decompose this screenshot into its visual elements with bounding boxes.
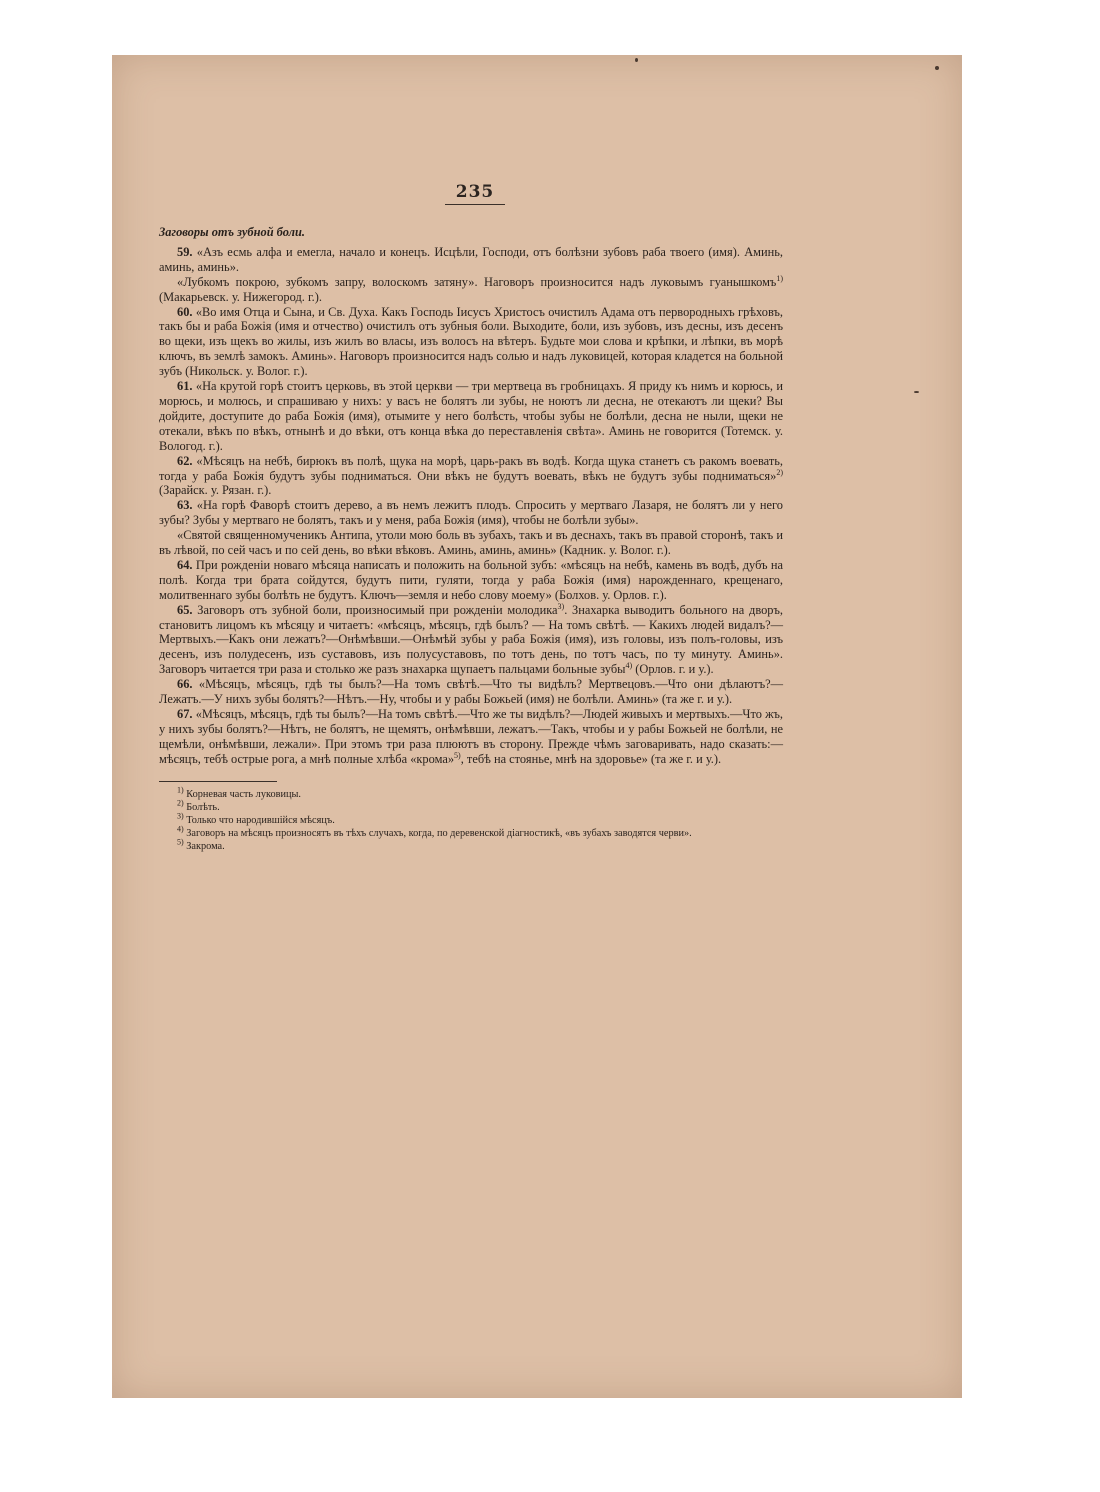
paragraph-number: 60. [177, 304, 193, 319]
footnote-text: Только что народившійся мѣсяцъ. [186, 815, 335, 827]
footnote-ref: 3) [557, 601, 565, 611]
text-block [159, 225, 783, 854]
footnote-text: Болѣть. [186, 801, 220, 813]
paragraph-text-tail: (Зарайск. у. Рязан. г.). [159, 483, 272, 498]
footnote-mark: 2) [177, 798, 184, 808]
paragraph [159, 305, 783, 380]
paragraph-text: «Лубкомъ покрою, зубкомъ запру, волоскомъ затяну». Наговоръ произносится надъ луковымъ гуанышкомъ [177, 274, 777, 289]
paragraph-text: «На горѣ Фаворѣ стоитъ дерево, а въ немъ лежитъ плодъ. Спросить у мертваго Лазаря, не болятъ ли у него зубы? Зубы у мертваго не болятъ, такъ и у меня, раба Божія (имя), чтобы не болѣли зубы». [159, 498, 783, 528]
paragraph-number: 66. [177, 677, 193, 692]
paragraph [159, 677, 783, 707]
page-number: 235 [455, 182, 495, 202]
footnote-ref: 5) [454, 750, 461, 760]
paragraph-list [159, 245, 783, 767]
paragraph-number: 59. [177, 244, 193, 259]
paragraph-number: 65. [177, 602, 193, 617]
paragraph-text: «Святой священномученикъ Антипа, утоли мою боль въ зубахъ, такъ и въ деснахъ, такъ въ правой сторонѣ, такъ и въ лѣвой, по сей часъ и по сей день, во вѣки вѣковъ. Аминь, аминь, аминь» (Кадник. у. Волог. г.). [159, 528, 783, 558]
paragraph [159, 707, 783, 767]
paragraph [159, 528, 783, 558]
footnote-ref: 1) [776, 273, 783, 283]
footnote [159, 798, 783, 814]
paragraph-text: При рожденіи новаго мѣсяца написать и положить на больной зубъ: «мѣсяцъ на небѣ, камень въ водѣ, дубъ на полѣ. Когда три брата сойдутся, будутъ пити, гуляти, тогда у раба Божія (имя) нарожденнаго, крещенаго, молитвеннаго зубы болѣть не будутъ. Ключъ—земля и небо слову моему» (Болхов. у. Орлов. г.). [159, 557, 784, 602]
paragraph-text-tail: (Макарьевск. у. Нижегород. г.). [159, 289, 322, 304]
footnote-rule [159, 781, 277, 782]
footnote-mark: 5) [177, 838, 184, 848]
section-title: Заговоры отъ зубной боли. [159, 225, 305, 239]
paragraph [159, 275, 783, 305]
paragraph [159, 558, 783, 603]
page-number-rule [445, 204, 505, 205]
paragraph-text: «Мѣсяцъ, мѣсяцъ, гдѣ ты былъ?—На томъ свѣтѣ.—Что же ты видѣлъ?—Людей живыхъ и мертвыхъ.—Что жъ, у нихъ зубы болятъ?—Нѣтъ, не болятъ, не щемятъ, онѣмѣвши, лежатъ.—Такъ, чтобы и у рабы Божьей не болѣли, не щемѣли, онѣмѣвши, лежали». При этомъ три раза плюютъ въ сторону. Прежде чѣмъ заговаривать, надо сказать:—мѣсяцъ, тебѣ острые рога, а мнѣ полные хлѣба «крома» [159, 707, 783, 766]
paragraph-text: «Мѣсяцъ на небѣ, бирюкъ въ полѣ, щука на морѣ, царь-ракъ въ водѣ. Когда щука станетъ съ ракомъ воевать, тогда у раба Божія будутъ зубы подниматься. Они вѣкъ не будутъ воевать, вѣкъ не будутъ зубы подниматься» [159, 453, 783, 483]
paragraph [159, 498, 783, 528]
footnote-ref: 2) [776, 467, 783, 477]
paragraph-number: 61. [177, 379, 193, 394]
paragraph-text: Заговоръ отъ зубной боли, произносимый при рожденіи молодика [197, 602, 558, 617]
footnote-mark: 3) [177, 811, 184, 821]
footnote-ref: 4) [625, 661, 633, 671]
paragraph [159, 379, 783, 454]
footnote-list [159, 785, 783, 854]
footnote [159, 785, 783, 801]
paragraph [159, 454, 783, 499]
footnote-text: Закрома. [186, 841, 225, 853]
paragraph-number: 64. [177, 557, 193, 572]
ink-speck [935, 66, 939, 70]
paragraph-number: 67. [177, 707, 193, 721]
paragraph-number: 62. [177, 453, 193, 468]
paragraph-number: 63. [177, 498, 193, 513]
footnote-mark: 4) [177, 824, 184, 834]
footnote-text: Заговоръ на мѣсяцъ произносятъ въ тѣхъ случахъ, когда, по деревенской діагностикѣ, «въ зубахъ заводятся черви». [186, 828, 692, 840]
footnote [159, 840, 783, 853]
paragraph [159, 245, 783, 275]
paragraph-text-tail: (Орлов. г. и у.). [632, 662, 714, 677]
paragraph-text: «На крутой горѣ стоитъ церковь, въ этой церкви — три мертвеца въ гробницахъ. Я приду къ нимъ и корюсь, и морюсь, и молюсь, и спрашиваю у нихъ: у васъ не болятъ ли зубы, не ноютъ ли десна, не отекаютъ ли щеки? Вы дойдите, доступите до раба Божія (имя), отымите у него болѣсть, чтобы зубы не болѣли, десна не ныли, щеки не отекали, вѣкъ по вѣкъ, отнынѣ и до вѣки, отъ конца вѣка до переставленія свѣта». Аминь не говорится (Тотемск. у. Вологод. г.). [159, 379, 783, 453]
paragraph-text: «Мѣсяцъ, мѣсяцъ, гдѣ ты былъ?—На томъ свѣтѣ.—Что ты видѣлъ? Мертвецовъ.—Что они дѣлаютъ?—Лежатъ.—У нихъ зубы болятъ?—Нѣтъ.—Ну, чтобы и у рабы Божьей (имя) не болѣли. Аминь» (та же г. и у.). [159, 677, 783, 707]
paragraph-text: «Во имя Отца и Сына, и Св. Духа. Какъ Господь Іисусъ Христосъ очистилъ Адама отъ первородныхъ грѣховъ, такъ бы и раба Божія (имя и отчество) очистилъ отъ зубныя боли. Выходите, боли, изъ зубовъ, изъ десны, изъ десенъ во щеки, изъ щекъ во жилы, изъ жилъ во власы, изъ волосъ на вѣтеръ. Будьте мои слова и крѣпки, и лѣпки, въ морѣ ключъ, въ землѣ замокъ. Аминь». Наговоръ произносится надъ солью и надъ луковицей, которая кладется на больной зубъ (Никольск. у. Волог. г.). [159, 304, 783, 379]
footnote [159, 811, 783, 827]
paragraph-text: «Азъ есмь алфа и емегла, начало и конецъ. Исцѣли, Господи, отъ болѣзни зубовъ раба твоего (имя). Аминь, аминь, аминь». [159, 244, 783, 274]
ink-speck [914, 391, 919, 393]
paragraph-text-tail: . Знахарка выводитъ больного на дворъ, становитъ лицомъ къ мѣсяцу и читаетъ: «мѣсяцъ, мѣсяцъ, гдѣ былъ? — На томъ свѣтѣ. — Какихъ людей видалъ?—Мертвыхъ.—Какъ они лежатъ?—Онѣмѣвши.—Онѣмѣй зубы у раба Божія (имя), изъ головы, изъ полъ-головы, изъ десенъ, изъ полудесенъ, изъ суставовъ, изъ полусуставовъ, по тотъ день, по тотъ часъ, по ту минуту. Аминь». Заговоръ читается три раза и столько же разъ знахарка щупаетъ пальцами больные зубы [159, 602, 783, 677]
paragraph-text-tail: , тебѣ на стоянье, мнѣ на здоровье» (та же г. и у.). [460, 751, 722, 766]
footnote-text: Корневая часть луковицы. [186, 788, 301, 800]
ink-speck [635, 58, 638, 62]
footnote-mark: 1) [177, 785, 184, 795]
paragraph [159, 603, 783, 678]
footnote [159, 824, 783, 840]
